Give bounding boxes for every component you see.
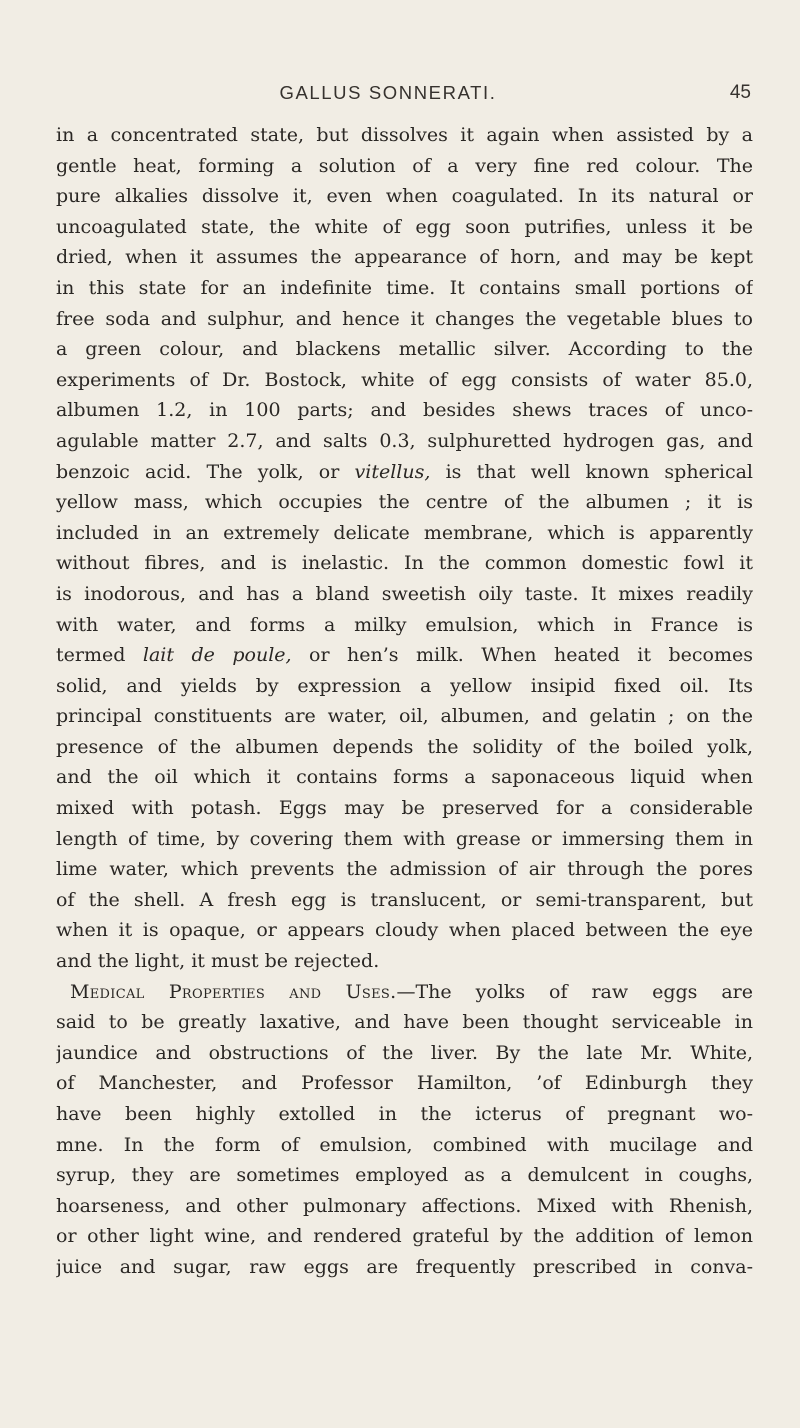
text-segment: benzoic acid. The yolk, or [56,460,355,483]
text-segment: termed [56,644,143,667]
text-line: uncoagulated state, the white of egg soon putrifies, unless it be [56,215,753,238]
text-line: mixed with potash. Eggs may be preserved for a considerable [56,797,753,820]
italic-term-lait-de-poule: lait de poule, [142,644,292,667]
text-line: presence of the albumen depends the solidity of the boiled yolk, [56,735,753,758]
text-line: a green colour, and blackens metallic silver. According to the [56,338,753,361]
page-number: 45 [729,82,751,103]
text-line: juice and sugar, raw eggs are frequently prescribed in conva- [56,1255,753,1278]
text-line: principal constituents are water, oil, albumen, and gelatin ; on the [56,705,753,728]
section-heading: Medical Properties and Uses. [70,980,397,1003]
text-line: or other light wine, and rendered grateful by the addition of lemon [56,1225,753,1248]
body-text [56,120,753,1283]
text-line: of the shell. A fresh egg is translucent, or semi-transparent, but [56,888,753,911]
text-line: pure alkalies dissolve it, even when coagulated. In its natural or [56,185,753,208]
italic-term-vitellus: vitellus, [354,460,431,483]
text-line: without fibres, and is inelastic. In the common domestic fowl it [56,552,753,575]
text-line: and the oil which it contains forms a saponaceous liquid when [56,766,753,789]
text-line [56,457,753,488]
running-title: GALLUS SONNERATI. [279,82,497,103]
text-line: and the light, it must be rejected. [56,950,380,973]
text-segment: —The yolks of raw eggs are [396,980,753,1003]
section-heading-line [56,977,753,1008]
text-line [56,640,753,671]
text-line: albumen 1.2, in 100 parts; and besides shews traces of unco- [56,399,753,422]
text-line: gentle heat, forming a solution of a very fine red colour. The [56,154,753,177]
text-line: free soda and sulphur, and hence it changes the vegetable blues to [56,307,753,330]
text-line: said to be greatly laxative, and have been thought serviceable in [56,1011,753,1034]
text-line: lime water, which prevents the admission of air through the pores [56,858,753,881]
text-line: dried, when it assumes the appearance of horn, and may be kept [56,246,753,269]
running-head [0,82,800,112]
text-line: syrup, they are sometimes employed as a demulcent in coughs, [56,1164,753,1187]
text-line: solid, and yields by expression a yellow insipid fixed oil. Its [56,674,753,697]
text-segment: or hen’s milk. When heated it becomes [291,644,753,667]
text-line: is inodorous, and has a bland sweetish oily taste. It mixes readily [56,582,753,605]
text-line: included in an extremely delicate membrane, which is apparently [56,521,753,544]
text-line: yellow mass, which occupies the centre of the albumen ; it is [56,491,753,514]
text-line: when it is opaque, or appears cloudy when placed between the eye [56,919,753,942]
text-line: have been highly extolled in the icterus of pregnant wo- [56,1103,753,1125]
text-line: length of time, by covering them with grease or immersing them in [56,827,753,850]
text-line: experiments of Dr. Bostock, white of egg consists of water 85.0, [56,368,753,391]
text-line: agulable matter 2.7, and salts 0.3, sulphuretted hydrogen gas, and [56,429,753,452]
text-line: hoarseness, and other pulmonary affections. Mixed with Rhenish, [56,1194,753,1217]
text-line: of Manchester, and Professor Hamilton, ’of Edinburgh they [56,1072,753,1095]
text-segment: is that well known spherical [430,460,753,483]
text-line: jaundice and obstructions of the liver. By the late Mr. White, [56,1041,753,1064]
text-line: mne. In the form of emulsion, combined with mucilage and [56,1133,753,1156]
text-line: in a concentrated state, but dissolves it again when assisted by a [56,124,753,146]
text-line: with water, and forms a milky emulsion, which in France is [56,613,753,636]
text-line: in this state for an indefinite time. It contains small portions of [56,276,753,299]
